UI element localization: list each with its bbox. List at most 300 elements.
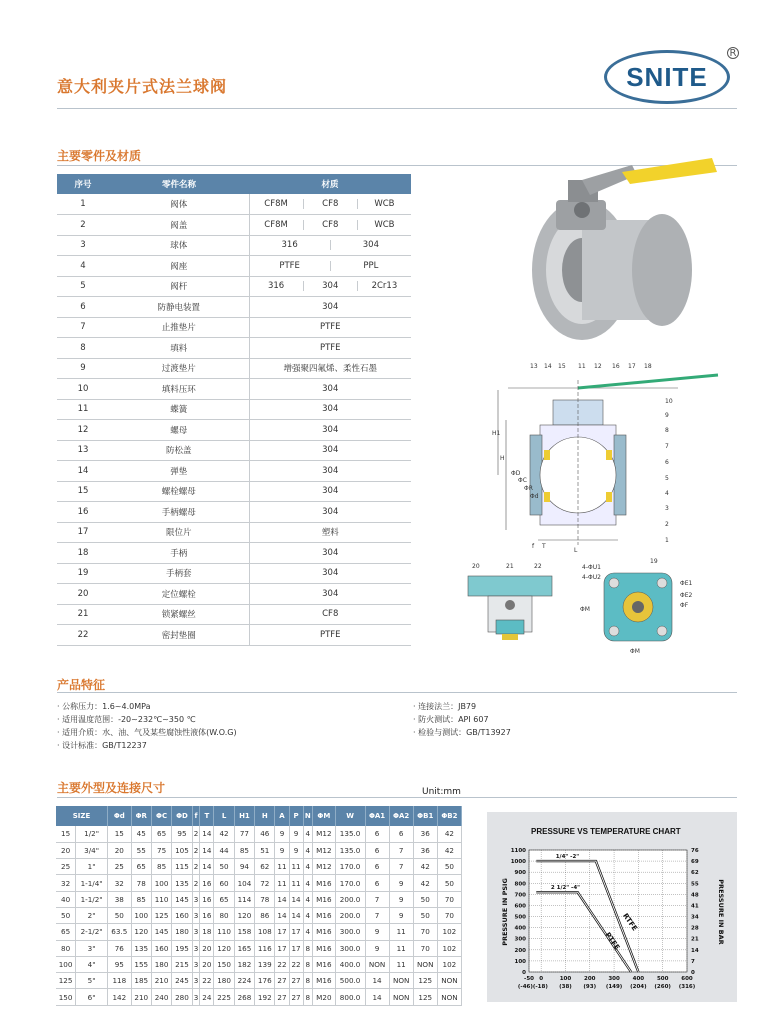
dims-cell: 45 xyxy=(131,826,151,842)
dims-heading: 主要外型及连接尺寸 xyxy=(57,781,166,795)
dims-cell: 180 xyxy=(214,973,234,989)
dims-cell: 38 xyxy=(108,891,132,907)
part-name: 阀座 xyxy=(109,256,249,277)
dims-cell: 80 xyxy=(56,940,76,956)
dims-cell: 9 xyxy=(365,940,389,956)
y2-tick-label: 34 xyxy=(691,914,699,921)
dims-col-header: f xyxy=(192,806,200,826)
dims-cell: 4 xyxy=(303,859,312,875)
dims-cell: 60 xyxy=(214,875,234,891)
dims-cell: 160 xyxy=(172,907,192,923)
material-value: PTFE xyxy=(319,629,341,640)
part-name: 蝶簧 xyxy=(109,399,249,420)
y2-tick-label: 76 xyxy=(691,848,699,854)
dims-cell: 75 xyxy=(151,842,171,858)
flange-19: 19 xyxy=(650,558,658,565)
dims-cell: 16 xyxy=(200,907,214,923)
part-name: 填料 xyxy=(109,338,249,359)
dims-cell: 158 xyxy=(234,924,254,940)
dims-cell: 170.0 xyxy=(335,875,365,891)
material-value: WCB xyxy=(357,220,411,230)
dims-col-header: ΦC xyxy=(151,806,171,826)
y-axis-label: PRESSURE IN PSIG xyxy=(501,878,509,946)
part-material xyxy=(249,625,411,646)
dims-cell: 176 xyxy=(255,973,275,989)
part-name: 弹垫 xyxy=(109,461,249,482)
dims-cell: 42 xyxy=(437,842,461,858)
material-value: 塑料 xyxy=(321,528,339,539)
dims-header-row xyxy=(56,806,462,826)
dims-cell: 215 xyxy=(172,956,192,972)
material-value: 2Cr13 xyxy=(357,281,411,291)
dims-cell: 11 xyxy=(389,956,413,972)
part-no: 1 xyxy=(57,194,109,215)
dims-cell: 4 xyxy=(303,891,312,907)
dims-cell: 25 xyxy=(108,859,132,875)
dims-cell: 100 xyxy=(56,956,76,972)
dims-cell: 118 xyxy=(108,973,132,989)
dims-cell: 70 xyxy=(437,907,461,923)
y-tick-label: 300 xyxy=(514,936,526,943)
dims-cell: 210 xyxy=(151,973,171,989)
dims-cell: 70 xyxy=(413,940,437,956)
y2-tick-label: 69 xyxy=(691,859,699,866)
material-value: CF8M xyxy=(264,219,288,230)
x-tick-label: 0 xyxy=(539,976,544,982)
dims-cell: 50 xyxy=(214,859,234,875)
part-no: 20 xyxy=(57,584,109,605)
dims-cell: 76 xyxy=(108,940,132,956)
dim-c: ΦC xyxy=(518,477,527,484)
part-material xyxy=(249,297,411,318)
dims-cell: 180 xyxy=(151,956,171,972)
callout-1: 1 xyxy=(665,537,669,544)
x-tick-label: 300 xyxy=(608,976,620,982)
part-no: 3 xyxy=(57,235,109,256)
y2-tick-label: 28 xyxy=(691,925,699,932)
dims-col-header: T xyxy=(200,806,214,826)
dims-col-header: W xyxy=(335,806,365,826)
x-tick-label-celsius: (260) xyxy=(654,984,671,990)
dims-cell: 225 xyxy=(214,989,234,1005)
dims-cell: 27 xyxy=(275,989,289,1005)
dims-cell: 9 xyxy=(365,924,389,940)
dims-cell: 14 xyxy=(365,973,389,989)
dims-cell: 86 xyxy=(255,907,275,923)
dims-cell: 95 xyxy=(108,956,132,972)
dims-row xyxy=(56,826,462,842)
part-material xyxy=(249,481,411,502)
dims-cell: M16 xyxy=(313,956,336,972)
part-name: 填料压环 xyxy=(109,379,249,400)
dims-cell: M20 xyxy=(313,989,336,1005)
dims-col-header: ΦB1 xyxy=(413,806,437,826)
parts-row xyxy=(57,338,411,359)
dims-cell: 40 xyxy=(56,891,76,907)
part-material xyxy=(249,256,411,277)
detail-21: 21 xyxy=(506,563,514,570)
dims-cell: 800.0 xyxy=(335,989,365,1005)
dims-cell: 165 xyxy=(234,940,254,956)
material-value: 304 xyxy=(322,465,339,476)
dims-cell: 6 xyxy=(365,826,389,842)
part-material xyxy=(249,379,411,400)
detail-drawing xyxy=(462,560,582,660)
dims-cell: 70 xyxy=(413,924,437,940)
part-name: 限位片 xyxy=(109,522,249,543)
dims-row xyxy=(56,875,462,891)
material-value: 304 xyxy=(322,301,339,312)
dims-cell: 65 xyxy=(56,924,76,940)
dims-cell: 192 xyxy=(255,989,275,1005)
y2-tick-label: 55 xyxy=(691,881,699,888)
part-name: 止推垫片 xyxy=(109,317,249,338)
dims-cell: 42 xyxy=(214,826,234,842)
callout-6: 6 xyxy=(665,459,669,466)
dims-cell: 115 xyxy=(172,859,192,875)
dims-cell: 105 xyxy=(172,842,192,858)
material-value: 304 xyxy=(322,486,339,497)
x-tick-label: 500 xyxy=(656,976,669,982)
dims-cell: 50 xyxy=(437,875,461,891)
dims-cell: 9 xyxy=(389,875,413,891)
dims-cell: 18 xyxy=(200,924,214,940)
dims-cell: 7 xyxy=(389,859,413,875)
dims-cell: 63.5 xyxy=(108,924,132,940)
dims-cell: 135 xyxy=(172,875,192,891)
dim-f: f xyxy=(532,543,535,550)
y-tick-label: 1000 xyxy=(510,859,526,866)
dims-cell: 85 xyxy=(234,842,254,858)
dims-cell: 280 xyxy=(172,989,192,1005)
features-divider xyxy=(57,692,737,693)
feature-item: · 连接法兰：JB79 xyxy=(413,702,477,711)
dims-cell: 27 xyxy=(275,973,289,989)
dims-cell: 3 xyxy=(192,989,200,1005)
callout-3: 3 xyxy=(665,505,669,512)
parts-row xyxy=(57,399,411,420)
dims-cell: 210 xyxy=(131,989,151,1005)
flange-u2: 4-ΦU2 xyxy=(582,574,601,581)
callout-2: 2 xyxy=(665,521,669,528)
dims-cell: 44 xyxy=(214,842,234,858)
dims-cell: 11 xyxy=(389,924,413,940)
dims-cell: 5" xyxy=(76,973,108,989)
part-name: 锁紧螺丝 xyxy=(109,604,249,625)
dims-cell: 500.0 xyxy=(335,973,365,989)
dim-h: H xyxy=(500,455,505,462)
parts-header-row xyxy=(57,174,411,194)
dims-cell: 4 xyxy=(303,826,312,842)
dims-cell: 9 xyxy=(389,891,413,907)
dims-cell: 125 xyxy=(151,907,171,923)
parts-heading: 主要零件及材质 xyxy=(57,149,142,163)
dims-row xyxy=(56,973,462,989)
callout-5: 5 xyxy=(665,475,669,482)
dims-cell: 3 xyxy=(192,907,200,923)
material-value: 304 xyxy=(303,281,357,291)
dims-cell: 145 xyxy=(151,924,171,940)
material-value: PTFE xyxy=(319,322,341,333)
callout-13: 13 xyxy=(530,363,538,370)
material-value: 304 xyxy=(330,240,411,250)
material-value: PTFE xyxy=(279,260,300,271)
page-title: 意大利夹片式法兰球阀 xyxy=(57,77,228,96)
features-right xyxy=(413,700,511,739)
material-value: CF8M xyxy=(264,199,288,209)
series-label: RTFE xyxy=(621,911,639,933)
dims-cell: 4 xyxy=(303,924,312,940)
y-tick-label: 900 xyxy=(514,870,526,877)
part-no: 4 xyxy=(57,256,109,277)
dims-cell: 17 xyxy=(289,940,303,956)
dims-cell: 14 xyxy=(275,891,289,907)
dims-cell: 7 xyxy=(365,907,389,923)
dims-cell: 85 xyxy=(131,891,151,907)
parts-row xyxy=(57,543,411,564)
dims-cell: 2 xyxy=(192,875,200,891)
feature-item: · 检验与测试：GB/T13927 xyxy=(413,728,511,737)
part-material xyxy=(249,440,411,461)
dims-cell: 114 xyxy=(234,891,254,907)
part-material xyxy=(249,194,411,215)
dims-cell: 240 xyxy=(151,989,171,1005)
dims-cell: 120 xyxy=(234,907,254,923)
callout-4: 4 xyxy=(665,490,669,497)
part-name: 球体 xyxy=(109,235,249,256)
dims-cell: 2-1/2" xyxy=(76,924,108,940)
parts-row xyxy=(57,481,411,502)
dims-cell: 65 xyxy=(214,891,234,907)
dims-cell: 104 xyxy=(234,875,254,891)
chart-panel xyxy=(487,812,737,1002)
dims-row xyxy=(56,924,462,940)
part-name: 螺母 xyxy=(109,420,249,441)
dims-cell: 150 xyxy=(214,956,234,972)
dims-cell: 6" xyxy=(76,989,108,1005)
part-no: 9 xyxy=(57,358,109,379)
dims-cell: 300.0 xyxy=(335,924,365,940)
dims-cell: 110 xyxy=(151,891,171,907)
dims-cell: 50 xyxy=(413,907,437,923)
pressure-temperature-chart xyxy=(487,812,737,1002)
dims-col-header: N xyxy=(303,806,312,826)
y2-tick-label: 14 xyxy=(691,947,699,954)
dims-cell: 3 xyxy=(192,973,200,989)
dims-cell: NON xyxy=(437,989,461,1005)
dims-cell: 42 xyxy=(413,875,437,891)
part-material xyxy=(249,338,411,359)
dims-cell: 2 xyxy=(192,842,200,858)
x-tick-label: 100 xyxy=(559,976,572,982)
callout-10: 10 xyxy=(665,398,673,405)
dims-row xyxy=(56,891,462,907)
x-tick-label-celsius: (204) xyxy=(630,984,647,990)
dims-cell: 9 xyxy=(289,826,303,842)
flange-m1: ΦM xyxy=(580,606,590,613)
parts-body xyxy=(57,194,411,645)
dims-cell: 268 xyxy=(234,989,254,1005)
features-heading: 产品特征 xyxy=(57,678,106,692)
y2-tick-label: 62 xyxy=(691,870,699,877)
part-name: 定位螺栓 xyxy=(109,584,249,605)
dims-cell: 3 xyxy=(192,940,200,956)
callout-14: 14 xyxy=(544,363,552,370)
dims-cell: 78 xyxy=(131,875,151,891)
callout-8: 8 xyxy=(665,427,669,434)
unit-label: Unit:mm xyxy=(422,787,461,797)
part-material xyxy=(249,604,411,625)
dims-cell: 32 xyxy=(56,875,76,891)
dims-cell: 14 xyxy=(289,907,303,923)
y-tick-label: 200 xyxy=(514,947,526,954)
dims-cell: M12 xyxy=(313,859,336,875)
chart-title: PRESSURE VS TEMPERATURE CHART xyxy=(531,827,681,836)
dims-cell: 125 xyxy=(56,973,76,989)
dims-cell: 7 xyxy=(365,891,389,907)
dims-cell: NON xyxy=(437,973,461,989)
col-no: 序号 xyxy=(57,174,109,194)
dims-cell: 6 xyxy=(389,826,413,842)
material-value: 304 xyxy=(322,506,339,517)
material-value: 增强聚四氟烯、柔性石墨 xyxy=(283,364,377,375)
callout-16: 16 xyxy=(612,363,620,370)
dims-cell: 27 xyxy=(289,973,303,989)
material-value: CF8 xyxy=(303,199,357,209)
dims-cell: 1-1/4" xyxy=(76,875,108,891)
callout-11: 11 xyxy=(578,363,586,370)
dims-cell: 62 xyxy=(255,859,275,875)
dims-cell: 6 xyxy=(365,842,389,858)
dims-cell: 36 xyxy=(413,826,437,842)
parts-row xyxy=(57,461,411,482)
dims-cell: 8 xyxy=(303,973,312,989)
dim-l: L xyxy=(574,547,578,554)
part-no: 12 xyxy=(57,420,109,441)
dims-row xyxy=(56,989,462,1005)
dims-cell: 20 xyxy=(56,842,76,858)
dims-cell: 42 xyxy=(413,859,437,875)
dims-cell: NON xyxy=(365,956,389,972)
dims-col-header: ΦB2 xyxy=(437,806,461,826)
dims-cell: 400.0 xyxy=(335,956,365,972)
y-tick-label: 500 xyxy=(514,914,526,921)
part-no: 8 xyxy=(57,338,109,359)
dims-row xyxy=(56,956,462,972)
series-label: PTFE xyxy=(603,930,622,952)
material-value: PPL xyxy=(330,261,411,271)
x-tick-label: -50 xyxy=(524,976,534,982)
dims-cell: 27 xyxy=(289,989,303,1005)
dims-table xyxy=(56,806,462,1006)
dims-row xyxy=(56,842,462,858)
plot-area xyxy=(529,850,687,972)
dims-cell: 8 xyxy=(303,940,312,956)
dims-cell: 14 xyxy=(289,891,303,907)
dims-col-header: ΦA2 xyxy=(389,806,413,826)
dims-cell: 155 xyxy=(131,956,151,972)
dims-cell: 108 xyxy=(255,924,275,940)
part-material xyxy=(249,317,411,338)
dims-col-header: P xyxy=(289,806,303,826)
part-no: 18 xyxy=(57,543,109,564)
dims-cell: 9 xyxy=(389,907,413,923)
dims-cell: M12 xyxy=(313,826,336,842)
part-material xyxy=(249,461,411,482)
dim-t: T xyxy=(542,543,546,550)
y-tick-label: 400 xyxy=(514,925,526,932)
feature-item: · 适用温度范围：-20~232℃~350 ℃ xyxy=(57,715,196,724)
dims-cell: 20 xyxy=(200,956,214,972)
part-name: 阀盖 xyxy=(109,215,249,236)
material-value: 316 xyxy=(281,240,298,251)
dims-cell: 4" xyxy=(76,956,108,972)
dims-cell: 80 xyxy=(214,907,234,923)
y2-tick-label: 21 xyxy=(691,936,699,943)
part-material xyxy=(249,235,411,256)
dims-cell: 16 xyxy=(200,875,214,891)
material-value: 304 xyxy=(322,588,339,599)
part-no: 17 xyxy=(57,522,109,543)
dims-cell: 4 xyxy=(303,842,312,858)
dims-cell: 185 xyxy=(131,973,151,989)
dims-cell: 135 xyxy=(131,940,151,956)
part-material xyxy=(249,522,411,543)
dims-cell: NON xyxy=(413,956,437,972)
callout-15: 15 xyxy=(558,363,566,370)
dims-cell: 2 xyxy=(192,859,200,875)
part-material xyxy=(249,563,411,584)
dims-cell: 200.0 xyxy=(335,891,365,907)
dims-cell: 4 xyxy=(303,907,312,923)
dims-cell: 20 xyxy=(200,940,214,956)
dims-cell: 180 xyxy=(172,924,192,940)
part-name: 防松盖 xyxy=(109,440,249,461)
dims-cell: 78 xyxy=(255,891,275,907)
part-no: 21 xyxy=(57,604,109,625)
dims-cell: 70 xyxy=(437,891,461,907)
dims-cell: 102 xyxy=(437,924,461,940)
part-no: 7 xyxy=(57,317,109,338)
dims-cell: 125 xyxy=(413,989,437,1005)
detail-20: 20 xyxy=(472,563,480,570)
dims-cell: 6 xyxy=(365,859,389,875)
y-tick-label: 600 xyxy=(514,903,526,910)
dims-cell: 9 xyxy=(275,842,289,858)
part-material xyxy=(249,276,411,297)
dims-cell: 3/4" xyxy=(76,842,108,858)
material-value: 304 xyxy=(322,383,339,394)
dims-cell: 9 xyxy=(275,826,289,842)
dims-body xyxy=(56,826,462,1005)
dims-cell: 42 xyxy=(437,826,461,842)
dims-cell: 145 xyxy=(172,891,192,907)
part-no: 10 xyxy=(57,379,109,400)
material-value: 304 xyxy=(322,404,339,415)
dims-cell: M16 xyxy=(313,875,336,891)
dims-cell: 1/2" xyxy=(76,826,108,842)
dims-cell: 110 xyxy=(214,924,234,940)
parts-row xyxy=(57,625,411,646)
dims-cell: 2 xyxy=(192,826,200,842)
y-tick-label: 100 xyxy=(514,958,526,965)
part-no: 2 xyxy=(57,215,109,236)
dims-cell: 1" xyxy=(76,859,108,875)
dims-cell: 46 xyxy=(255,826,275,842)
dims-cell: 195 xyxy=(172,940,192,956)
annotation-label: 2 1/2" -4" xyxy=(550,885,581,892)
dims-cell: 22 xyxy=(275,956,289,972)
